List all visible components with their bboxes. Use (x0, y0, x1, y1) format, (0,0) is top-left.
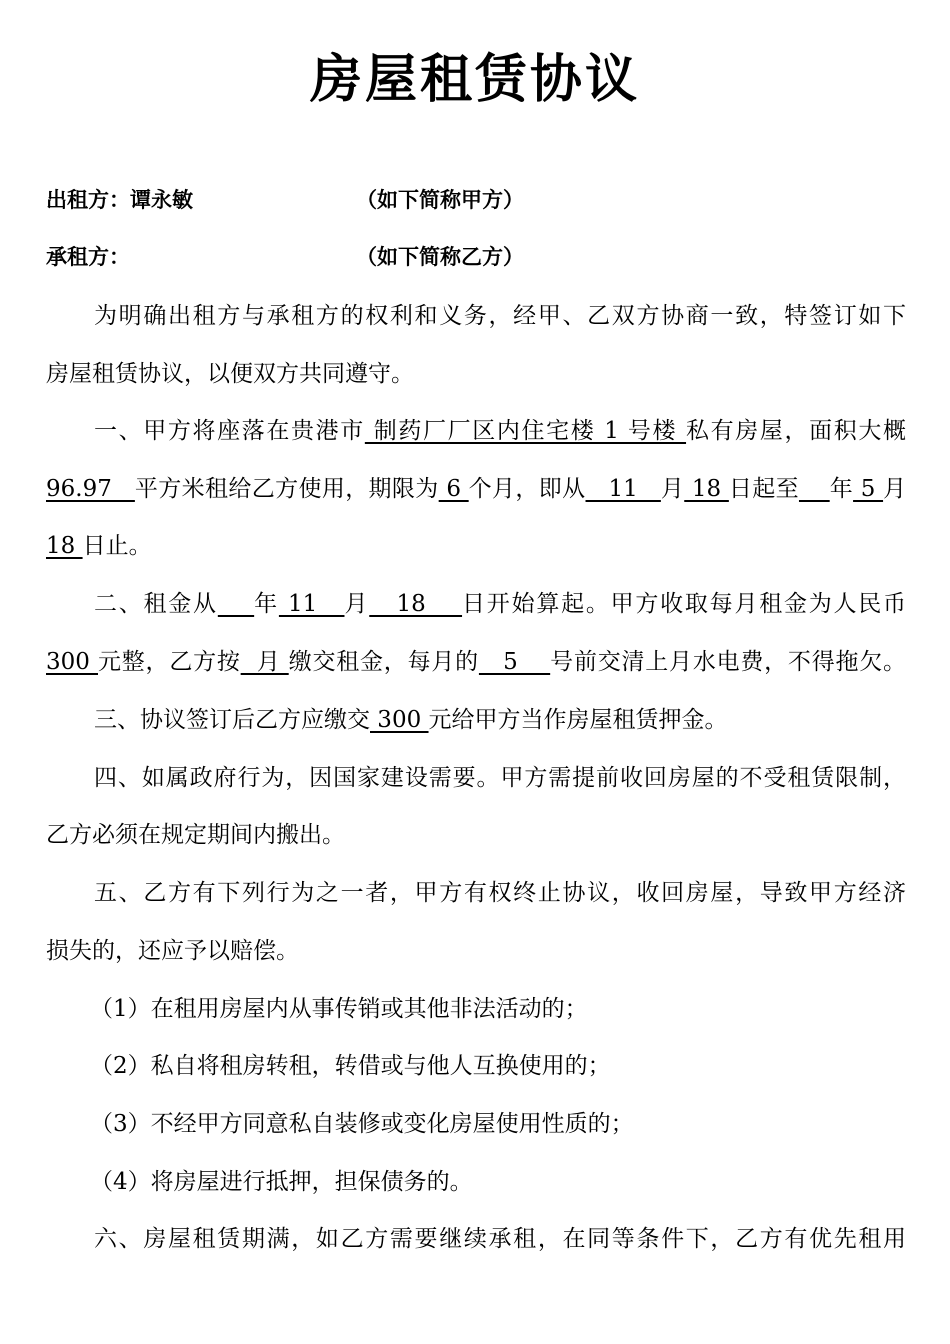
intro-line-1: 为明确出租方与承租方的权利和义务，经甲、乙双方协商一致，特签订如下 (94, 303, 906, 329)
clause-2-text: 元整，乙方按 (98, 649, 241, 675)
clause-5-line-1: 五、乙方有下列行为之一者，甲方有权终止协议，收回房屋，导致甲方经济 (94, 880, 906, 906)
clause-2-text: 二、租金从 (94, 591, 218, 617)
lessee-line (46, 241, 906, 273)
clause-4-line-2: 乙方必须在规定期间内搬出。 (46, 822, 345, 848)
clause-1-text: 日起至 (728, 476, 799, 502)
clause-1-line-1 (94, 415, 906, 447)
lessor-line (46, 184, 906, 216)
lessee-note: （如下简称乙方） (356, 245, 524, 269)
clause-1-line-2 (46, 473, 906, 505)
clause-2-text: 日开始算起。甲方收取每月租金为人民币 (462, 591, 907, 617)
clause-1-text: 月 (660, 476, 685, 502)
clause-5-line-2: 损失的，还应予以赔偿。 (46, 938, 299, 964)
clause-1-text: 个月，即从 (468, 476, 586, 502)
clause-1-text: 年 (829, 476, 854, 502)
start-day-field: 18 (684, 476, 729, 502)
lessee-label: 承租方： (46, 245, 130, 269)
clause-2-text: 缴交租金，每月的 (288, 649, 479, 675)
clause-1-line-3 (46, 530, 906, 562)
clause-2-line-2 (46, 646, 906, 678)
clause-3-text: 三、协议签订后乙方应缴交 (94, 707, 370, 733)
lessor-label: 出租方： (46, 188, 130, 212)
clause-1-text: 日止。 (82, 533, 152, 559)
end-month-field: 5 (853, 476, 884, 502)
clause-5-item-2: （2）私自将租房转租，转借或与他人互换使用的； (90, 1053, 611, 1079)
clause-5-item-1: （1）在租用房屋内从事传销或其他非法活动的； (90, 996, 588, 1022)
area-field: 96.97 (46, 476, 135, 502)
document-title: 房屋租赁协议 (309, 50, 640, 110)
clause-1-text: 月 (883, 476, 907, 502)
clause-2-text: 月 (344, 591, 370, 617)
start-month-field: 11 (585, 476, 661, 502)
deposit-field: 300 (370, 707, 429, 733)
clause-5-item-4: （4）将房屋进行抵押，担保债务的。 (90, 1169, 473, 1195)
rent-start-day-field: 18 (369, 591, 463, 617)
rent-start-year-field (218, 591, 254, 617)
monthly-rent-field: 300 (46, 649, 98, 675)
clause-5-item-3: （3）不经甲方同意私自装修或变化房屋使用性质的； (90, 1111, 634, 1137)
clause-2-text: 年 (254, 591, 279, 617)
clause-4-line-1: 四、如属政府行为，因国家建设需要。甲方需提前收回房屋的不受租赁限制， (94, 765, 906, 791)
payment-cycle-field: 月 (240, 649, 289, 675)
clause-3-text: 元给甲方当作房屋租赁押金。 (428, 707, 728, 733)
clause-2-text: 号前交清上月水电费，不得拖欠。 (550, 649, 907, 675)
end-year-field (799, 476, 830, 502)
address-field: 制药厂厂区内住宅楼 1 号楼 (364, 418, 687, 444)
clause-1-prefix: 一、甲方将座落在贵港市 (94, 418, 365, 444)
clause-1-text: 平方米租给乙方使用，期限为 (134, 476, 439, 502)
term-months-field: 6 (438, 476, 469, 502)
clause-2-line-1 (94, 588, 906, 620)
clause-3-line (94, 704, 906, 736)
rent-start-month-field: 11 (278, 591, 345, 617)
lessor-note: （如下简称甲方） (356, 188, 524, 212)
utility-due-day-field: 5 (478, 649, 551, 675)
end-day-field: 18 (46, 533, 83, 559)
lessor-name: 谭永敏 (130, 188, 193, 212)
clause-6-line-1: 六、房屋租赁期满，如乙方需要继续承租，在同等条件下，乙方有优先租用 (94, 1226, 906, 1252)
intro-line-2: 房屋租赁协议，以便双方共同遵守。 (46, 361, 414, 387)
clause-1-mid: 私有房屋，面积大概 (686, 418, 907, 444)
